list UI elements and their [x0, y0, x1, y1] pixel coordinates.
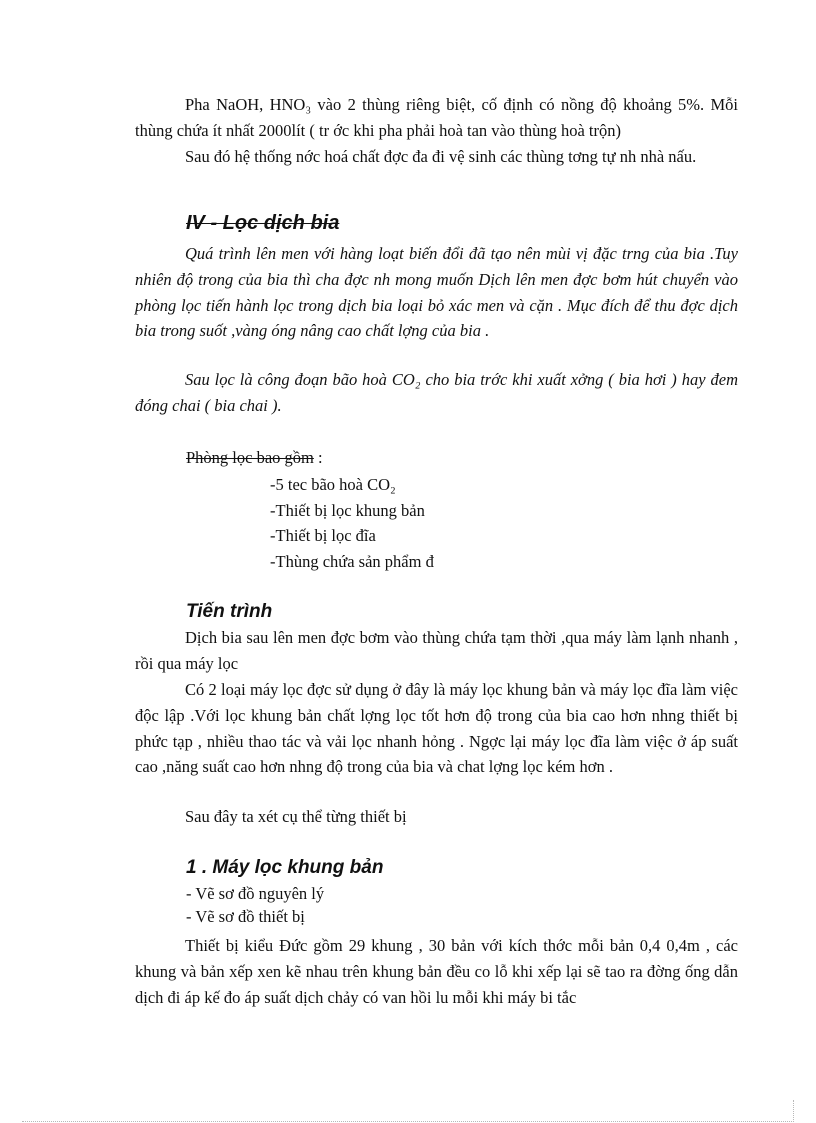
paragraph-frame-filter-desc: Thiết bị kiểu Đức gồm 29 khung , 30 bản với kích thớc mỗi bản 0,4 0,4m , các khung và bản xếp xen kẽ nhau trên khung bản đều co lỗ khi xếp lại sẽ tao ra đờng ống dẫn dịch đi áp kế đo áp suất dịch chảy có van hồi lu mỗi khi máy bi tắc	[135, 936, 738, 1007]
paragraph-next-section: Sau đây ta xét cụ thể từng thiết bị	[185, 807, 407, 826]
paragraph-filter-types: Có 2 loại máy lọc đợc sử dụng ở đây là máy lọc khung bản và máy lọc đĩa làm việc độc lập .Với lọc khung bản chất lợng lọc tốt hơn độ trong của bia cao hơn nhng thiết bị phức tạp , nhiều thao tác và vải lọc nhanh hỏng . Ngợc lại máy lọc đĩa làm việc ở áp suất cao ,năng suất cao hơn nhng độ trong của bia và chat lợng lọc kém hơn .	[135, 680, 738, 777]
list-item: - Vẽ sơ đồ nguyên lý	[186, 884, 325, 903]
page-right-border	[793, 1100, 794, 1122]
filter-room-colon: :	[313, 448, 323, 467]
list-item: -Thiết bị lọc khung bản	[270, 500, 425, 520]
list-item: -Thùng chứa sản phẩm đ	[270, 551, 434, 571]
section-heading-filtering: IV - Lọc dịch bia	[186, 212, 340, 234]
list-item: - Vẽ sơ đồ thiết bị	[186, 907, 305, 926]
paragraph-filtering-intro: Quá trình lên men với hàng loạt biến đổi đã tạo nên mùi vị đặc trng của bia .Tuy nhiên độ trong của bia thì cha đợc nh mong muốn Dịch lên men đợc bơm hút chuyển vào phòng lọc tiến hành lọc trong dịch bia loại bỏ xác men và cặn . Mục đích để thu đợc dịch bia trong suốt ,vàng óng nâng cao chất lợng của bia .	[135, 244, 738, 341]
frame-filter-list	[186, 882, 324, 928]
list-item: -5 tec bão hoà CO₂	[270, 475, 396, 494]
paragraph-process-flow: Dịch bia sau lên men đợc bơm vào thùng chứa tạm thời ,qua máy làm lạnh nhanh , rồi qua máy lọc	[135, 628, 738, 673]
section-heading-process: Tiến trình	[186, 601, 273, 622]
list-item: -Thiết bị lọc đĩa	[270, 526, 376, 545]
paragraph-chemical-cleaning: Sau đó hệ thống nớc hoá chất đợc đa đi vệ sinh các thùng tơng tự nh nhà nấu.	[185, 147, 697, 166]
filter-room-list	[270, 472, 434, 574]
paragraph-chemical-prep: Pha NaOH, HNO₃ vào 2 thùng riêng biệt, cố định có nồng độ khoảng 5%. Mỗi thùng chứa ít nhất 2000lít ( tr ớc khi pha phải hoà tan vào thùng hoà trộn)	[135, 95, 738, 140]
page-bottom-border	[22, 1121, 794, 1122]
filter-room-label: Phòng lọc bao gồm	[186, 448, 314, 467]
filter-room-title	[186, 445, 686, 471]
paragraph-co2-saturation: Sau lọc là công đoạn bão hoà CO₂ cho bia trớc khi xuất xởng ( bia hơi ) hay đem đóng chai ( bia chai ).	[135, 370, 738, 415]
section-heading-frame-filter: 1 . Máy lọc khung bản	[186, 857, 384, 878]
